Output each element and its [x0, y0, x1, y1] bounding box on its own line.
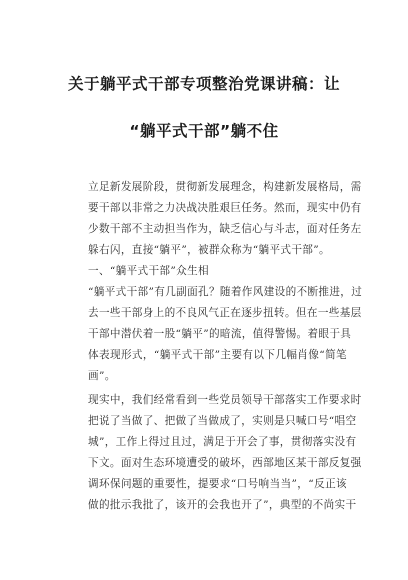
- body-line: 调环保问题的重要性，提要求“口号响当当”，“反正该: [88, 478, 347, 490]
- document-title-line-1: 关于躺平式干部专项整治党课讲稿：让: [67, 75, 340, 93]
- body-line: 要干部以非常之力决战决胜艰巨任务。然而，现实中仍有: [88, 202, 362, 214]
- body-line: 立足新发展阶段，贯彻新发展理念，构建新发展格局，需: [88, 181, 362, 193]
- document-title-line-2: “躺平式干部”躺不住: [129, 122, 279, 140]
- body-line: 体表现形式，“躺平式干部”主要有以下几幅肖像“简笔: [88, 349, 347, 361]
- body-line: 躲右闪，直接“躺平”，被群众称为“躺平式干部”。: [88, 244, 330, 256]
- body-line: 做的批示我批了，该开的会我也开了”，典型的不尚实干: [88, 499, 357, 511]
- body-line: 去一些干部身上的不良风气正在逐步扭转。但在一些基层: [88, 307, 362, 319]
- body-line: 下文。面对生态环境遭受的破坏，西部地区某干部反复强: [88, 457, 362, 469]
- body-line: 现实中，我们经常看到一些党员领导干部落实工作要求时: [88, 394, 362, 406]
- body-line: 干部中潜伏着一股“躺平”的暗流，值得警惕。着眼于具: [88, 328, 352, 340]
- body-line: 城”，工作上得过且过，满足于开会了事，贯彻落实没有: [88, 436, 357, 448]
- body-line: 把说了当做了、把做了当做成了，实则是只喊口号“唱空: [88, 415, 357, 427]
- body-line: “躺平式干部”有几副面孔？随着作风建设的不断推进，过: [88, 286, 363, 298]
- section-heading: 一、“躺平式干部”众生相: [88, 265, 209, 277]
- body-line: 少数干部不主动担当作为，缺乏信心与斗志，面对任务左: [88, 223, 362, 235]
- body-line: 画”。: [88, 370, 116, 382]
